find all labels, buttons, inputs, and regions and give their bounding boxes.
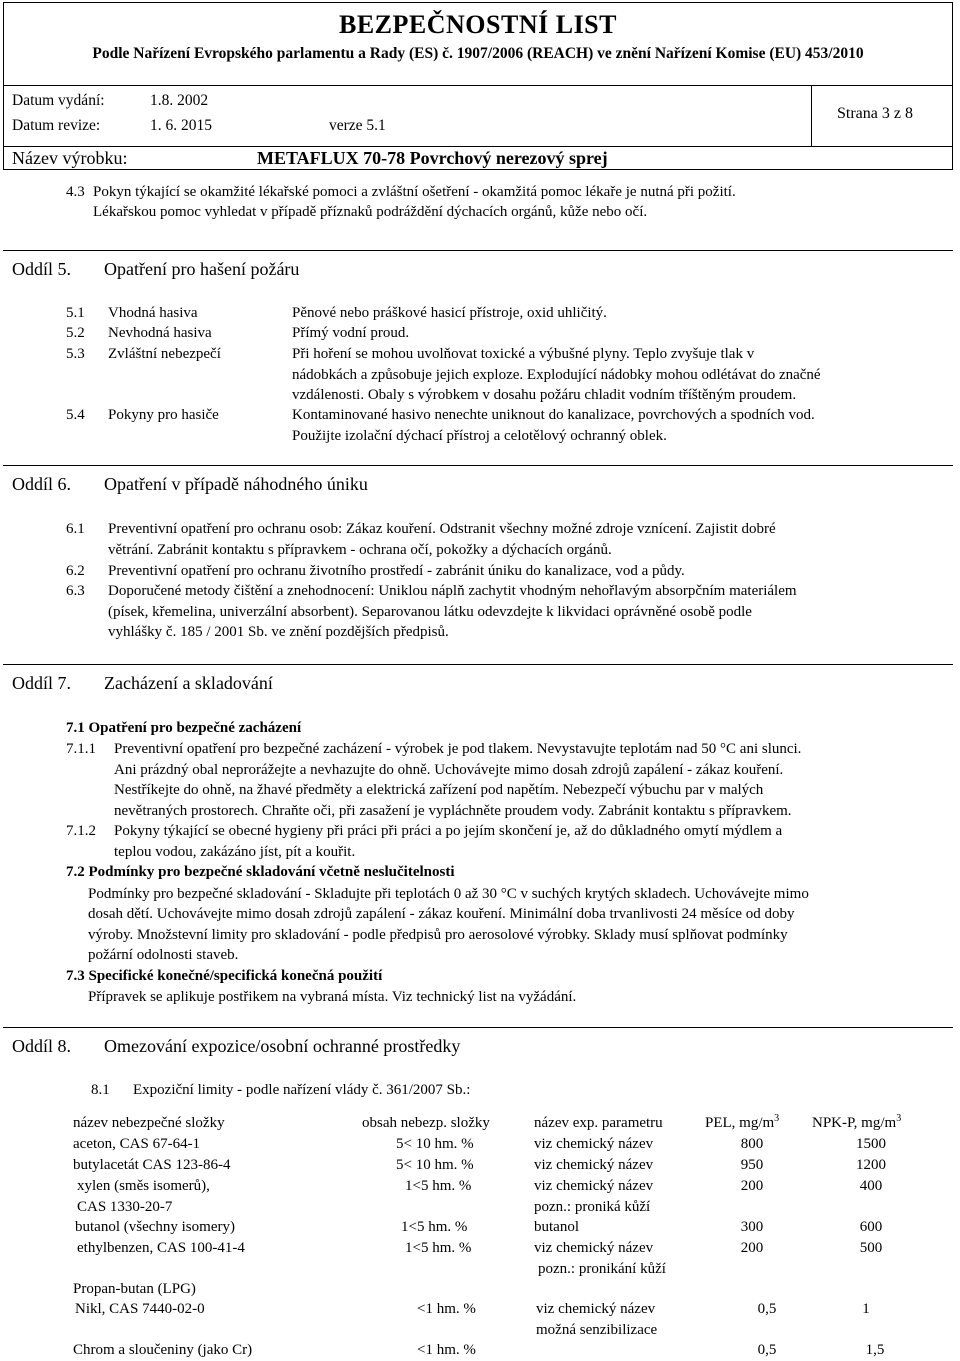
header-vertical-divider	[811, 85, 812, 146]
product-label: Název výrobku:	[12, 148, 128, 168]
table-cell: 600	[859, 1219, 883, 1235]
product-name: METAFLUX 70-78 Povrchový nerezový sprej	[257, 148, 608, 168]
table-cell: viz chemický název	[536, 1301, 656, 1317]
table-cell: xylen (směs isomerů),	[77, 1178, 210, 1194]
table-cell: viz chemický název	[534, 1240, 654, 1256]
item-text: Preventivní opatření pro ochranu životního prostředí - zabránit úniku do kanalizace, vod a půdy.	[108, 563, 685, 579]
item-number: 6.1	[66, 521, 85, 537]
subsection-title: 7.2 Podmínky pro bezpečné skladování včetně neslučitelnosti	[66, 864, 455, 880]
section-title: Opatření pro hašení požáru	[104, 259, 300, 279]
item-text: nádobkách a způsobuje jejich exploze. Explodující nádobky mohou odlétávat do značné	[292, 367, 821, 383]
item-text: Nestříkejte do ohně, na žhavé předměty a elektrická zařízení pod napětím. Nebezpečí výbuchu par v malých	[114, 782, 764, 798]
table-cell: 0,5	[757, 1301, 777, 1317]
paragraph-line: Lékařskou pomoc vyhledat v případě příznaků podráždění dýchacích orgánů, kůže nebo očí.	[93, 204, 648, 220]
table-header: název exp. parametru	[534, 1115, 663, 1131]
item-number: 5.2	[66, 325, 85, 341]
item-text: Pokyny týkající se obecné hygieny při práci při práci a po jejím skončení je, až do důkladného omytí mýdlem a	[114, 823, 783, 839]
item-number: 7.1.2	[66, 823, 96, 839]
item-number: 7.1.1	[66, 741, 96, 757]
section-title: Zacházení a skladování	[104, 673, 273, 693]
table-cell: viz chemický název	[534, 1178, 654, 1194]
item-text: výroby. Množstevní limity pro skladování - podle předpisů pro aerosolové výrobky. Sklady musí splňovat podmínky	[88, 927, 788, 943]
table-cell: 500	[859, 1240, 883, 1256]
table-cell: 200	[740, 1178, 764, 1194]
regulation-subtitle: Podle Nařízení Evropského parlamentu a Rady (ES) č. 1907/2006 (REACH) ve znění Nařízení Komise (EU) 453/2010	[92, 45, 864, 62]
item-number: 6.2	[66, 563, 85, 579]
item-number: 6.3	[66, 583, 85, 599]
table-cell: butanol	[534, 1219, 579, 1235]
item-number: 4.3	[66, 184, 85, 200]
table-cell: viz chemický název	[534, 1157, 654, 1173]
header-divider	[4, 85, 952, 86]
item-text: Podmínky pro bezpečné skladování - Skladujte při teplotách 0 až 30 °C v suchých krytých skladech. Uchovávejte mimo	[88, 886, 809, 902]
section-title: Opatření v případě náhodného úniku	[104, 474, 368, 494]
item-text: dosah dětí. Uchovávejte mimo dosah zdrojů zapálení - zákaz kouření. Minimální doba trvanlivosti 24 měsíce od doby	[88, 906, 795, 922]
item-text: teplou vodou, zakázáno jíst, pít a kouřit.	[114, 844, 356, 860]
table-cell: 200	[740, 1240, 764, 1256]
table-cell: <1 hm. %	[417, 1342, 476, 1358]
table-cell: CAS 1330-20-7	[77, 1199, 173, 1215]
item-label: Zvláštní nebezpečí	[108, 346, 221, 362]
table-cell: 1<5 hm. %	[401, 1219, 468, 1235]
table-cell: 1500	[856, 1136, 886, 1152]
item-text: vzdálenosti. Obaly s výrobkem v dosahu požáru chladit vodním tříštěným proudem.	[292, 387, 797, 403]
item-text: Ani prázdný obal neprorážejte a nevhazujte do ohně. Uchovávejte mimo dosah zdrojů zapálení - zákaz kouření.	[114, 762, 784, 778]
table-cell: 400	[859, 1178, 883, 1194]
revision-date: 1. 6. 2015	[150, 117, 212, 134]
item-text: Expoziční limity - podle nařízení vlády č. 361/2007 Sb.:	[133, 1082, 471, 1098]
subsection-title: 7.1 Opatření pro bezpečné zacházení	[66, 720, 302, 736]
table-cell: viz chemický název	[534, 1136, 654, 1152]
table-cell: ethylbenzen, CAS 100-41-4	[77, 1240, 245, 1256]
item-text: Použijte izolační dýchací přístroj a celotělový ochranný oblek.	[292, 428, 667, 444]
item-text: Preventivní opatření pro bezpečné zacházení - výrobek je pod tlakem. Nevystavujte teplotám nad 50 °C ani slunci.	[114, 741, 802, 757]
item-text: Přímý vodní proud.	[292, 325, 410, 341]
item-text: Doporučené metody čištění a znehodnocení: Uniklou náplň zachytit vhodným nehořlavým absorpčním materiálem	[108, 583, 797, 599]
table-cell: 0,5	[757, 1342, 777, 1358]
table-cell: 1<5 hm. %	[405, 1178, 472, 1194]
section-rule	[3, 250, 953, 251]
table-cell: 950	[740, 1157, 764, 1173]
table-cell: Chrom a sloučeniny (jako Cr)	[73, 1342, 253, 1358]
section-number: Oddíl 5.	[12, 259, 72, 279]
item-number: 5.1	[66, 305, 85, 321]
table-cell: butylacetát CAS 123-86-4	[73, 1157, 231, 1173]
issue-date: 1.8. 2002	[150, 92, 209, 109]
table-cell: Nikl, CAS 7440-02-0	[75, 1301, 205, 1317]
table-cell: 5< 10 hm. %	[396, 1157, 474, 1173]
item-text: vyhlášky č. 185 / 2001 Sb. ve znění pozdějších předpisů.	[108, 624, 449, 640]
revision-date-label: Datum revize:	[12, 117, 101, 134]
section-title: Omezování expozice/osobní ochranné prostředky	[104, 1036, 461, 1056]
item-text: nevětraných prostorech. Chraňte oči, při zasažení je vypláchněte proudem vody. Zabránit kontaktu s přípravkem.	[114, 803, 792, 819]
document-title: BEZPEČNOSTNÍ LIST	[339, 10, 617, 39]
table-cell: 800	[740, 1136, 764, 1152]
section-number: Oddíl 7.	[12, 673, 72, 693]
table-cell: 300	[740, 1219, 764, 1235]
table-cell: pozn.: proniká kůží	[534, 1199, 651, 1215]
item-number: 8.1	[91, 1082, 110, 1098]
table-cell: 1	[862, 1301, 870, 1317]
item-text: větrání. Zabránit kontaktu s přípravkem - ochrana očí, pokožky a dýchacích orgánů.	[108, 542, 612, 558]
subsection-title: 7.3 Specifické konečné/specifická konečná použití	[66, 968, 383, 984]
table-cell: 1<5 hm. %	[405, 1240, 472, 1256]
item-text: Pěnové nebo práškové hasicí přístroje, oxid uhličitý.	[292, 305, 607, 321]
table-header: obsah nebezp. složky	[362, 1115, 490, 1131]
item-text: Přípravek se aplikuje postřikem na vybraná místa. Viz technický list na vyžádání.	[88, 989, 577, 1005]
table-cell: možná senzibilizace	[536, 1322, 658, 1338]
item-text: požární odolnosti staveb.	[88, 947, 239, 963]
table-header: NPK-P, $mg/m^3$	[812, 1113, 902, 1131]
table-cell: 5< 10 hm. %	[396, 1136, 474, 1152]
item-label: Pokyny pro hasiče	[108, 407, 219, 423]
table-cell: 1,5	[865, 1342, 885, 1358]
table-cell: aceton, CAS 67-64-1	[73, 1136, 201, 1152]
issue-date-label: Datum vydání:	[12, 92, 105, 109]
paragraph-line: Pokyn týkající se okamžité lékařské pomoci a zvláštní ošetření - okamžitá pomoc lékaře je nutná při požití.	[93, 184, 736, 200]
section-rule	[3, 1027, 953, 1028]
table-cell: pozn.: pronikání kůží	[538, 1261, 666, 1277]
item-text: Kontaminované hasivo nenechte uniknout do kanalizace, povrchových a spodních vod.	[292, 407, 815, 423]
version: verze 5.1	[329, 117, 386, 134]
item-text: Preventivní opatření pro ochranu osob: Zákaz kouření. Odstranit všechny možné zdroje vznícení. Zajistit dobré	[108, 521, 776, 537]
table-cell: <1 hm. %	[417, 1301, 476, 1317]
table-cell: 1200	[856, 1157, 886, 1173]
item-number: 5.3	[66, 346, 85, 362]
page-number: Strana 3 z 8	[837, 105, 913, 122]
item-label: Vhodná hasiva	[108, 305, 198, 321]
table-cell: butanol (všechny isomery)	[75, 1219, 235, 1235]
table-cell: Propan-butan (LPG)	[73, 1281, 196, 1297]
document-header	[3, 2, 953, 170]
item-number: 5.4	[66, 407, 85, 423]
table-header: název nebezpečné složky	[73, 1115, 225, 1131]
section-rule	[3, 465, 953, 466]
section-number: Oddíl 6.	[12, 474, 72, 494]
item-text: (písek, křemelina, univerzální absorbent). Separovanou látku odevzdejte k likvidaci oprávněné osobě podle	[108, 604, 752, 620]
section-rule	[3, 664, 953, 665]
table-header: PEL, $mg/m^3$	[705, 1113, 780, 1131]
item-label: Nevhodná hasiva	[108, 325, 212, 341]
item-text: Při hoření se mohou uvolňovat toxické a výbušné plyny. Teplo zvyšuje tlak v	[292, 346, 755, 362]
section-number: Oddíl 8.	[12, 1036, 72, 1056]
